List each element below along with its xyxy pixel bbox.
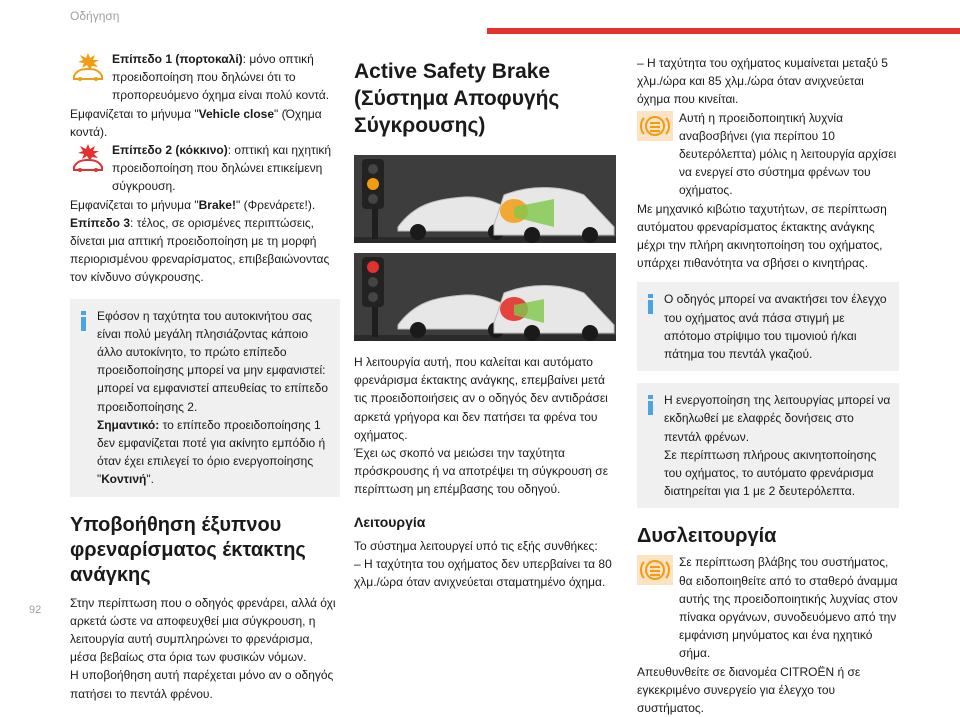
collision-warning-orange-icon [70,52,106,82]
collision-warning-red-icon [70,143,106,173]
level1-title: Επίπεδο 1 (πορτοκαλί) [112,52,243,66]
level3-title: Επίπεδο 3 [70,215,131,230]
manual-gearbox-note: Με μηχανικό κιβώτιο ταχυτήτων, σε περίπτωση αυτόματου φρεναρίσματος έκτακτης ανάγκης μέχρι την πλήρη ακινητοποίηση του οχήματος, υπάρχει πιθανότητα να σβήσει ο κινητήρας. [637,201,887,271]
level1-msg-post: " (Όχημα κοντά). [70,106,322,139]
asb-para-2: Έχει ως σκοπό να μειώσει την ταχύτητα πρόσκρουσης ή να αποτρέψει τη σύγκρουση σε περίπτωση μη επέμβασης του οδηγού. [354,446,609,497]
section-heading-malfunction: Δυσλειτουργία [637,525,777,548]
info-text-3: ". [146,472,154,487]
malfunction-warning-lamp-icon [637,555,673,585]
level2-msg-bold: Brake! [198,197,236,212]
level3-paragraph [70,214,340,287]
level2-msg-pre: Εμφανίζεται το μήνυμα " [70,197,199,212]
level2-block [70,141,340,214]
section-heading-smart-brake: Υποβοήθηση έξυπνου φρεναρίσματος έκτακτης ανάγκης [70,513,306,586]
level3-text: : τέλος, σε ορισμένες περιπτώσεις, δίνεται μια απτική προειδοποίηση με τη μορφή περιορισμένου φρεναρίσματος, επιβεβαιώνοντας τον κίνδυνο σύγκρουσης. [70,215,330,285]
orange-warning-illustration [354,155,616,243]
info-bold: Σημαντικό: [97,417,160,432]
asb-warning-lamp-icon [637,111,673,141]
column-3 [637,50,899,717]
level2-text: : οπτική και ηχητική προειδοποίηση που δηλώνει επικείμενη σύγκρουση. [112,143,332,194]
column-1 [70,50,340,703]
info-vibration-text: Η ενεργοποίηση της λειτουργίας μπορεί να εκδηλωθεί με ελαφρές δονήσεις στο πεντάλ φρένων. [664,393,891,444]
info-icon [647,294,655,314]
info-icon [647,395,655,415]
asb-warning-lamp-block [637,109,899,200]
malfunction-lamp-block [637,553,899,662]
operation-conditions: Το σύστημα λειτουργεί υπό τις εξής συνθήκες: [354,538,598,553]
info-bold-2: Κοντινή [101,472,147,487]
asb-lamp-text: Αυτή η προειδοποιητική λυχνία αναβοσβήνει (για περίπου 10 δευτερόλεπτα) μόλις η λειτουργία αρχίσει να ενεργεί στο σύστημα φρένων του οχήματος. [679,110,897,198]
level1-text: : μόνο οπτική προειδοποίηση που δηλώνει ότι το προπορευόμενο όχημα είναι πολύ κοντά. [112,52,330,103]
level2-msg-post: " (Φρενάρετε!). [235,197,316,212]
section-heading-asb: Active Safety Brake (Σύστημα Αποφυγής Σύγκρουσης) [354,60,560,137]
level1-msg-bold: Vehicle close [198,106,275,121]
info-override-text: Ο οδηγός μπορεί να ανακτήσει τον έλεγχο του οχήματος ανά πάσα στιγμή με απότομο στρίψιμο του τιμονιού ή/και πάτημα του πεντάλ γκαζιού. [664,292,887,362]
info-text-2-body: το επίπεδο προειδοποίησης 1 δεν εμφανίζεται ποτέ για ακίνητο εμπόδιο ή όταν έχει επιλεγεί το όριο ενεργοποίησης " [97,417,326,487]
column-2 [354,50,616,591]
info-box-vibration [637,383,899,508]
red-warning-illustration [354,253,616,341]
dealer-contact-text: Απευθυνθείτε σε διανομέα CITROËN ή σε εγκεκριμένο συνεργείο για έλεγχο του συστήματος. [637,664,861,716]
level2-title: Επίπεδο 2 (κόκκινο) [112,143,228,158]
info-standstill-text: Σε περίπτωση πλήρους ακινητοποίησης του οχήματος, το αυτόματο φρενάρισμα διατηρείται για 1 με 2 δευτερόλεπτα. [664,447,877,499]
level1-block [70,50,340,141]
page-number: 92 [29,604,42,616]
diagram-orange-warning [354,155,616,243]
info-box-override [637,282,899,371]
info-text-2 [97,416,332,489]
info-icon [80,311,88,331]
diagram-red-warning [354,253,616,341]
header-title: Οδήγηση [70,9,120,23]
info-box [70,299,340,497]
condition-bullet-2: – Η ταχύτητα του οχήματος κυμαίνεται μεταξύ 5 χλμ./ώρα και 85 χλμ./ώρα όταν ανιχνεύεται όχημα που κινείται. [637,56,888,107]
malfunction-text: Σε περίπτωση βλάβης του συστήματος, θα ειδοποιηθείτε από το σταθερό άναμμα αυτής της προειδοποιητικής λυχνίας στον πίνακα οργάνων, συνοδευόμενο από την εμφάνιση μηνύματος και ένα ηχητικό σήμα. [679,555,898,661]
header-accent-bar [487,28,960,34]
smart-brake-para-2: Η υποβοήθηση αυτή παρέχεται μόνο αν ο οδηγός πατήσει το πεντάλ φρένου. [70,668,334,701]
level1-msg-pre: Εμφανίζεται το μήνυμα " [70,106,199,121]
section-subheading-operation: Λειτουργία [354,513,426,530]
condition-bullet-1: – Η ταχύτητα του οχήματος δεν υπερβαίνει τα 80 χλμ./ώρα όταν ανιχνεύεται σταματημένο όχημα. [354,556,612,590]
smart-brake-para-1: Στην περίπτωση που ο οδηγός φρενάρει, αλλά όχι αρκετά ώστε να αποφευχθεί μια σύγκρουση, η λειτουργία αυτή συμπληρώνει το φρενάρισμα, μέσα βεβαίως στα όρια των φυσικών νόμων. [70,595,336,665]
info-text-1: Εφόσον η ταχύτητα του αυτοκινήτου σας είναι πολύ μεγάλη πλησιάζοντας κάποιο άλλο αυτοκίνητο, το πρώτο επίπεδο προειδοποίησης μπορεί να μην εμφανιστεί: μπορεί να εμφανιστεί απευθείας το επίπεδο προειδοποίησης 2. [97,308,329,414]
asb-para-1: Η λειτουργία αυτή, που καλείται και αυτόματο φρενάρισμα έκτακτης ανάγκης, επεμβαίνει μετά τις προειδοποιήσεις αν ο οδηγός δεν αντιδράσει αρκετά γρήγορα και δεν πατήσει τα φρένα του οχήματος. [354,355,608,442]
